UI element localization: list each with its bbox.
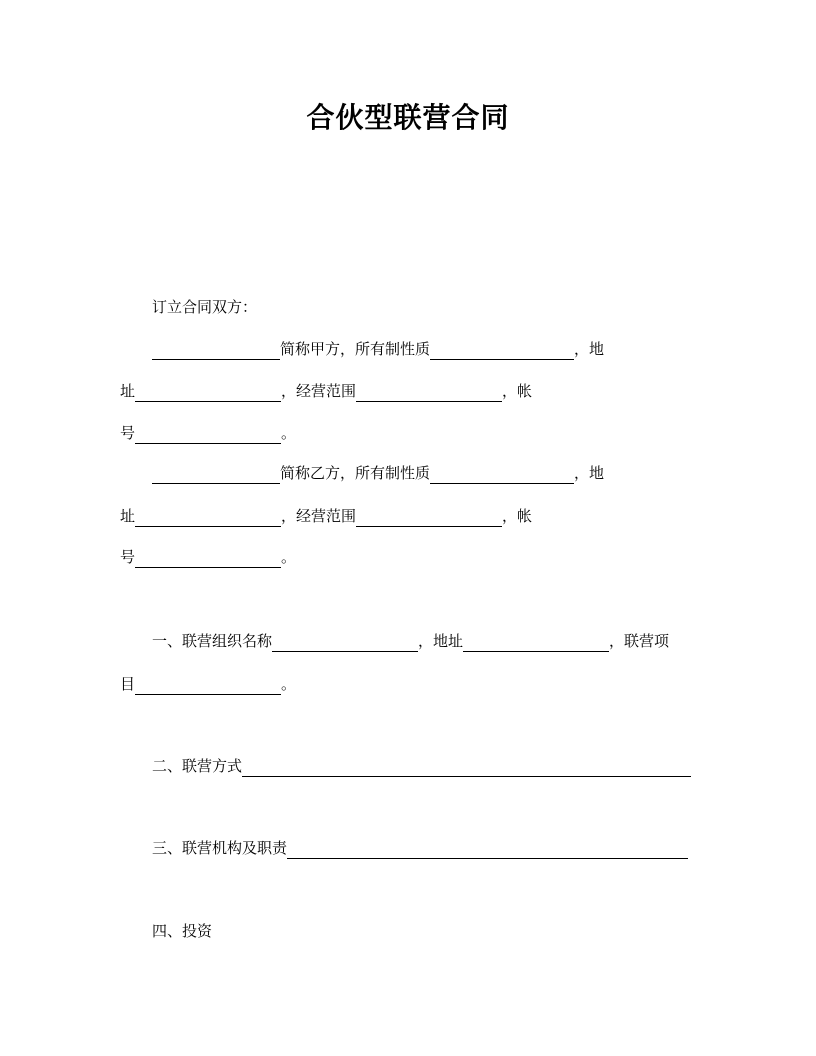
intro-text: 订立合同双方： <box>152 298 258 316</box>
party-b-scope-blank[interactable] <box>356 508 502 527</box>
section-1-line-2 <box>120 673 296 695</box>
party-b-account-label: 号 <box>120 548 136 566</box>
party-b-line-2 <box>120 505 532 527</box>
section-4-line <box>152 920 212 942</box>
party-b-address-blank[interactable] <box>135 508 281 527</box>
party-b-line-1 <box>152 462 604 484</box>
party-a-ownership-blank[interactable] <box>430 341 574 360</box>
party-b-name-blank[interactable] <box>152 465 280 484</box>
section-1-project-label: ，联营项 <box>609 632 670 650</box>
section-4-heading: 四、投资 <box>152 922 213 940</box>
org-address-blank[interactable] <box>463 633 609 652</box>
party-b-line1-end: ，地 <box>574 464 605 482</box>
project-blank[interactable] <box>135 676 281 695</box>
section-2-heading: 二、联营方式 <box>152 757 243 775</box>
party-a-line1-end: ，地 <box>574 340 605 358</box>
party-b-label: 简称乙方，所有制性质 <box>280 464 431 482</box>
section-1-project-label-end: 目 <box>120 675 136 693</box>
party-a-scope-blank[interactable] <box>356 383 502 402</box>
section-1-heading: 一、联营组织名称 <box>152 632 273 650</box>
party-b-address-label: 址 <box>120 507 136 525</box>
party-a-account-blank[interactable] <box>135 425 281 444</box>
document-title: 合伙型联营合同 <box>306 101 510 134</box>
party-b-scope-label: ，经营范围 <box>281 507 357 525</box>
party-b-line-3 <box>120 546 296 568</box>
section-2-line <box>152 755 691 777</box>
party-a-label: 简称甲方，所有制性质 <box>280 340 431 358</box>
party-a-line-1 <box>152 338 604 360</box>
party-a-address-label: 址 <box>120 382 136 400</box>
party-a-account-label: 号 <box>120 424 136 442</box>
party-b-ownership-blank[interactable] <box>430 465 574 484</box>
intro-line <box>152 296 257 318</box>
party-b-line2-end: ，帐 <box>502 507 533 525</box>
party-a-address-blank[interactable] <box>135 383 281 402</box>
party-a-name-blank[interactable] <box>152 341 280 360</box>
party-a-line-2 <box>120 380 532 402</box>
section-1-address-label: ，地址 <box>418 632 464 650</box>
org-name-blank[interactable] <box>272 633 418 652</box>
section-1-line2-end: 。 <box>281 675 297 693</box>
organization-duties-blank[interactable] <box>287 840 688 859</box>
party-a-scope-label: ，经营范围 <box>281 382 357 400</box>
section-1-line-1 <box>152 630 669 652</box>
party-b-line3-end: 。 <box>281 548 297 566</box>
section-3-heading: 三、联营机构及职责 <box>152 839 288 857</box>
party-a-line-3 <box>120 422 296 444</box>
joint-mode-blank[interactable] <box>242 758 691 777</box>
party-b-account-blank[interactable] <box>135 549 281 568</box>
section-3-line <box>152 837 688 859</box>
party-a-line2-end: ，帐 <box>502 382 533 400</box>
party-a-line3-end: 。 <box>281 424 297 442</box>
